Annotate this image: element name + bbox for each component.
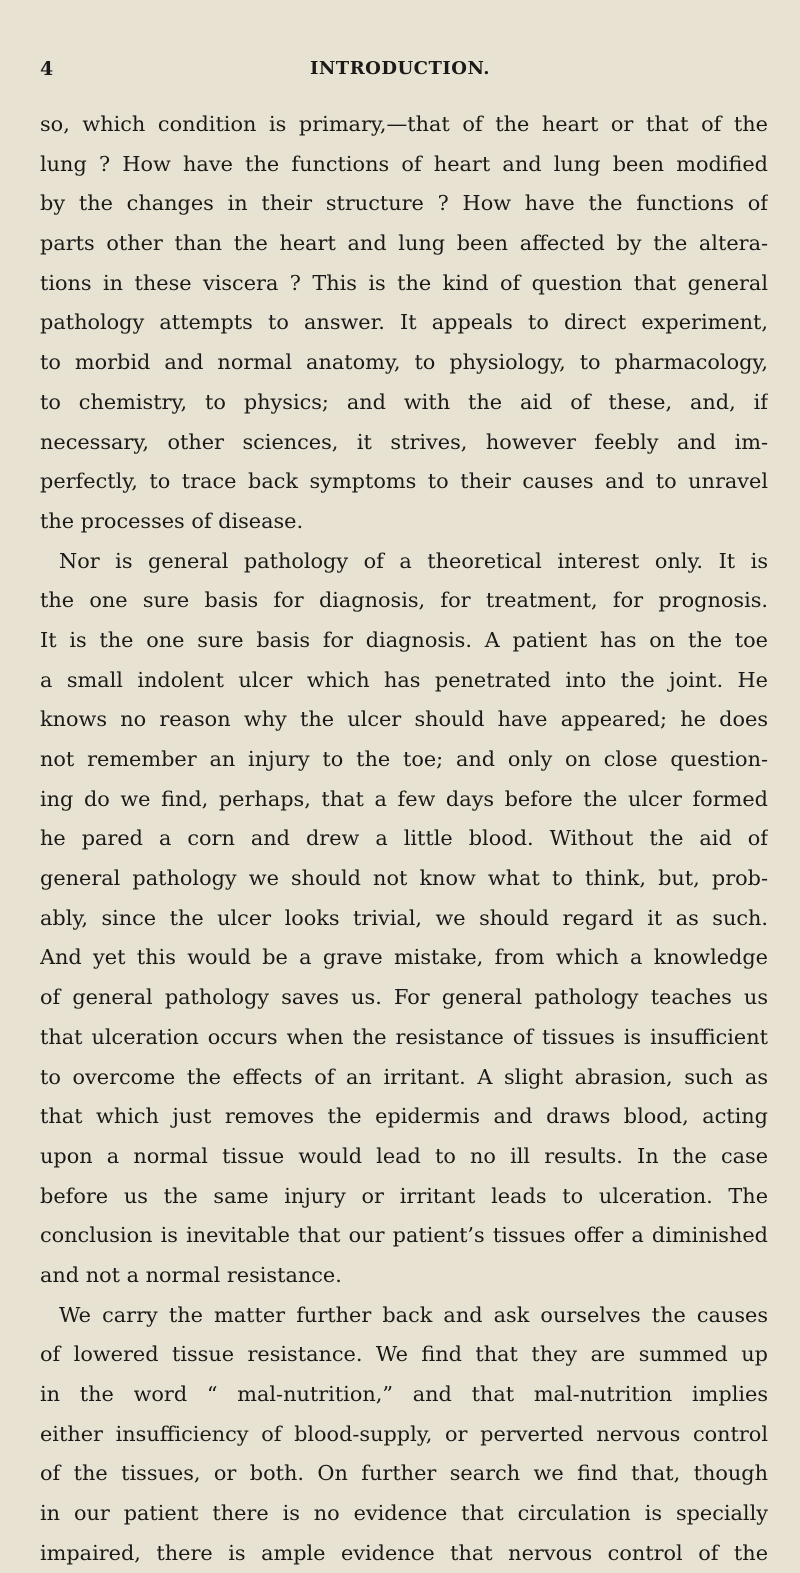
text-line: upon a normal tissue would lead to no ill results. In the case <box>40 1143 768 1168</box>
text-line: lung ? How have the functions of heart and lung been modified <box>40 151 768 176</box>
text-line: that which just removes the epidermis and draws blood, acting <box>40 1104 768 1129</box>
text-line: conclusion is inevitable that our patient’s tissues offer a diminished <box>40 1223 768 1248</box>
text-line: ably, since the ulcer looks trivial, we should regard it as such. <box>40 905 768 930</box>
text-line: necessary, other sciences, it strives, however feebly and im- <box>40 429 768 454</box>
text-line: to morbid and normal anatomy, to physiology, to pharmacology, <box>40 350 768 375</box>
text-line: of general pathology saves us. For general pathology teaches us <box>40 985 768 1010</box>
text-line: of lowered tissue resistance. We find that they are summed up <box>40 1342 768 1367</box>
text-line: parts other than the heart and lung been affected by the altera- <box>40 231 768 256</box>
text-line: of the tissues, or both. On further search we find that, though <box>40 1461 768 1486</box>
paragraph-start-line: Nor is general pathology of a theoretical interest only. It is <box>59 548 768 573</box>
text-line: by the changes in their structure ? How have the functions of <box>40 191 768 216</box>
text-line: ing do we find, perhaps, that a few days before the ulcer formed <box>40 786 768 811</box>
page-number: 4 <box>40 58 54 80</box>
text-line: he pared a corn and drew a little blood. Without the aid of <box>40 826 768 851</box>
text-line: that ulceration occurs when the resistance of tissues is insufficient <box>40 1024 768 1049</box>
text-line: so, which condition is primary,—that of the heart or that of the <box>40 112 768 136</box>
text-line: the one sure basis for diagnosis, for treatment, for prognosis. <box>40 588 768 613</box>
text-line: the processes of disease. <box>40 508 304 533</box>
page-header <box>40 58 760 88</box>
paragraph-start-line: We carry the matter further back and ask ourselves the causes <box>59 1302 768 1327</box>
text-line: perfectly, to trace back symptoms to their causes and to unravel <box>40 469 768 494</box>
text-line: before us the same injury or irritant leads to ulceration. The <box>40 1183 768 1208</box>
text-line: a small indolent ulcer which has penetrated into the joint. He <box>40 667 768 692</box>
text-line: general pathology we should not know what to think, but, prob- <box>40 866 768 891</box>
text-line: to chemistry, to physics; and with the aid of these, and, if <box>40 389 768 414</box>
text-line: pathology attempts to answer. It appeals to direct experiment, <box>40 310 768 335</box>
text-line: It is the one sure basis for diagnosis. A patient has on the toe <box>40 627 768 652</box>
running-title: INTRODUCTION. <box>309 58 491 79</box>
text-line: in the word “ mal-nutrition,” and that mal-nutrition implies <box>40 1382 768 1406</box>
body-text <box>40 105 768 1573</box>
text-line: impaired, there is ample evidence that nervous control of the <box>40 1540 768 1565</box>
text-line: either insufficiency of blood-supply, or perverted nervous control <box>40 1421 768 1446</box>
text-line: knows no reason why the ulcer should have appeared; he does <box>40 707 768 732</box>
text-line: tions in these viscera ? This is the kind of question that general <box>40 270 768 295</box>
text-line: to overcome the effects of an irritant. A slight abrasion, such as <box>40 1064 768 1089</box>
text-line: not remember an injury to the toe; and only on close question- <box>40 747 768 771</box>
text-line: and not a normal resistance. <box>40 1262 342 1287</box>
text-line: And yet this would be a grave mistake, from which a knowledge <box>40 945 768 970</box>
text-line: in our patient there is no evidence that circulation is specially <box>40 1501 768 1526</box>
